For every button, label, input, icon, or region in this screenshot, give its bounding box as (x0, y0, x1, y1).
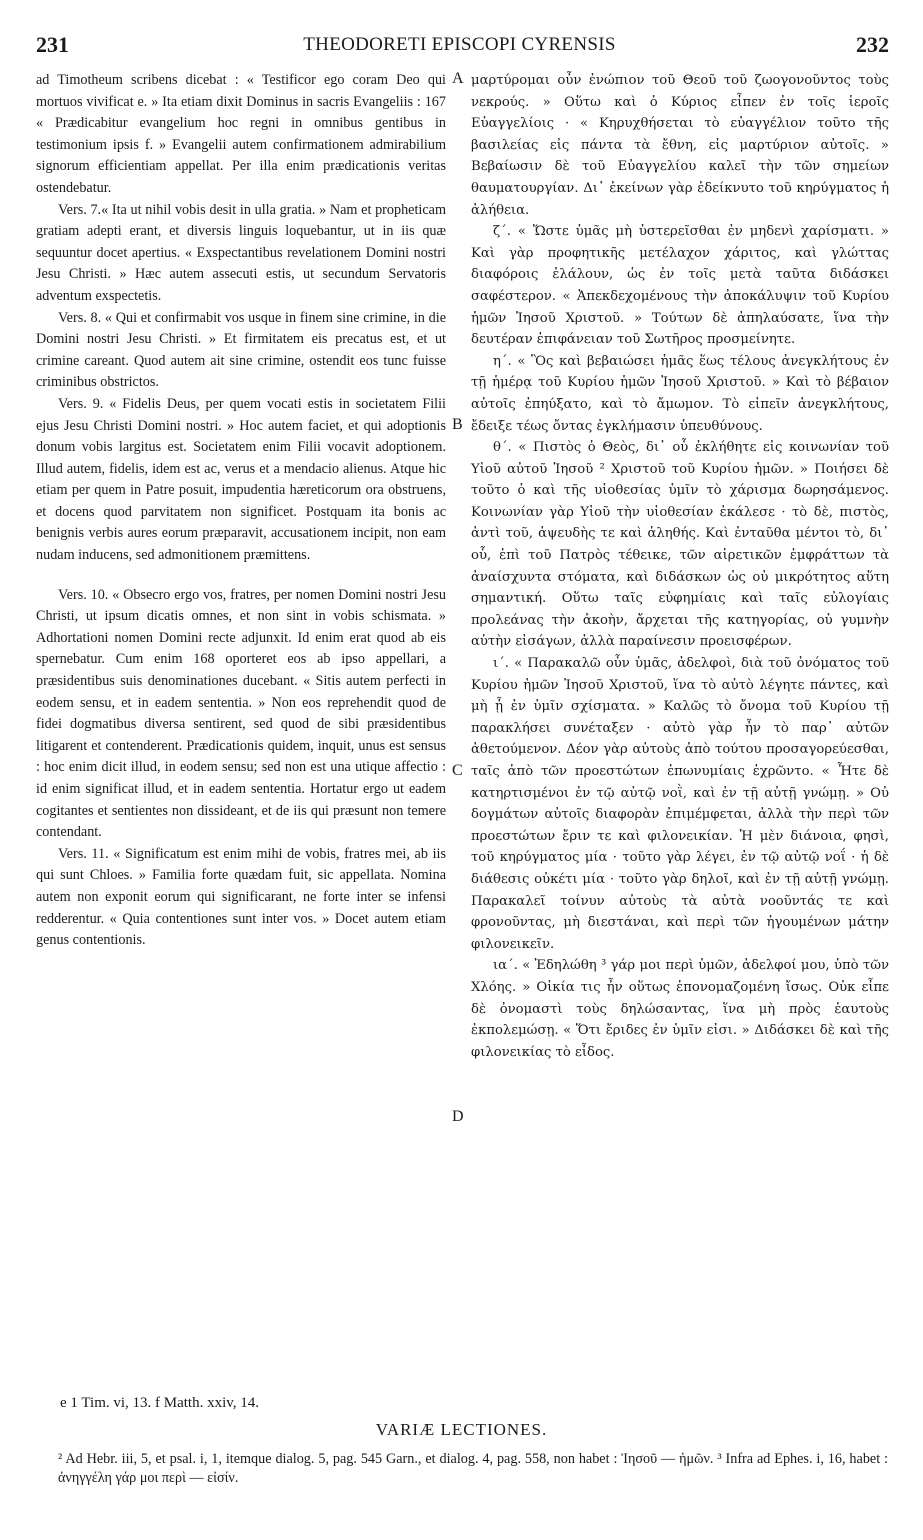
margin-letter-d: D (452, 1108, 464, 1125)
latin-paragraph: Vers. 10. « Obsecro ergo vos, fratres, per nomen Domini nostri Jesu Christi, ut ipsum dicatis omnes, et non sint in vobis schismata. » Adhortationi nomen Domini recte adjunxit. Id enim erat quod ab eis spernebatur. Cum enim 168 oporteret eos ab ipso appellari, a præsidentibus suis denominationes ducebant. « Sitis autem perfecti in eodem sensu, et in eadem sententia. » Non eos reprehendit quod de fidei dogmatibus diversa sentirent, sed quod de sibi præsidentibus litigarent et contenderent. Prædicationis quidem, inquit, unus est sensus : hoc enim dicit illud, in eodem sensu; sed non est una utique affectio : id enim significat illud, et in eadem sententia. Hortatur ergo ut eadem cogitantes et sentientes non dissideant, et de iis qui præsunt non temere contendant. (36, 586, 446, 841)
greek-paragraph: θ΄. « Πιστὸς ὁ Θεὸς, δι᾽ οὗ ἐκλήθητε εἰς κοινωνίαν τοῦ Υἱοῦ αὐτοῦ Ἰησοῦ ² Χριστοῦ τοῦ Κυρίου ἡμῶν. » Ποιήσει δὲ τοῦτο ὁ καὶ τῆς υἱοθεσίας ὑμῖν τὸ χάρισμα δωρησάμενος. Κοινωνίαν γὰρ Υἱοῦ τὴν υἱοθεσίαν ἐκάλεσε · τὸ δὲ, πιστὸς, ἀντὶ τοῦ, ἀψευδὴς τε καὶ ἀληθής. Καὶ ἐνταῦθα μέντοι τὸ, δι᾽ οὗ, ἐπὶ τοῦ Πατρὸς τέθεικε, τῶν αἱρετικῶν ἐμφράττων τὰ ἀναίσχυντα στόματα, καὶ διδάσκων ὡς οὐ μικρότητος αὕτη σημαντική. Οὕτω ταῖς εὐφημίαις καὶ ταῖς εὐλογίαις προλεάνας τὴν ἀκοὴν, ἄρχεται τῆς κατηγορίας, οὐ γυμνὴν αὐτὴν εἰσάγων, ἀλλὰ παραίνεσιν προεισφέρων. (471, 440, 889, 650)
latin-paragraph: Vers. 7.« Ita ut nihil vobis desit in ulla gratia. » Nam et propheticam gratiam adepti erant, et diversis linguis loquebantur, ut in iis quæ sequuntur docet apertius. « Exspectantibus revelationem Domini nostri Jesu Christi. » Hæc autem assecuti estis, ut secundum Servatoris adventum exspectetis. (36, 201, 446, 304)
footnote-references: e 1 Tim. vi, 13. f Matth. xxiv, 14. (60, 1395, 260, 1411)
paragraph-gap (36, 567, 446, 585)
greek-paragraph: μαρτύρομαι οὖν ἐνώπιον τοῦ Θεοῦ τοῦ ζωογονοῦντος τοὺς νεκρούς. » Οὕτω καὶ ὁ Κύριος εἶπεν ἐν τοῖς ἱεροῖς Εὐαγγελίοις · « Κηρυχθήσεται τὸ εὐαγγέλιον τοῦτο τῆς βασιλείας εἰς πάντα τὰ ἔθνη, εἰς μαρτύριον αὐτοῖς. » Βεβαίωσιν δὲ τοῦ Εὐαγγελίου καλεῖ τὴν τῶν σημείων θαυματουργίαν. Δι᾽ ἐκείνων γὰρ ἐδείκνυτο τοῦ κηρύγματος ἡ ἀλήθεια. (471, 73, 889, 218)
margin-letter-b: B (452, 416, 463, 433)
greek-paragraph: ζ΄. « Ὥστε ὑμᾶς μὴ ὑστερεῖσθαι ἐν μηδενὶ χαρίσματι. » Καὶ γὰρ προφητικῆς μετέλαχον χάριτος, καὶ γλώττας διαφόροις ἐλάλουν, ὡς ἐν τοῖς μετὰ ταῦτα διδάσκει σαφέστερον. « Ἀπεκδεχομένους τὴν ἀποκάλυψιν τοῦ Κυρίου ἡμῶν Ἰησοῦ Χριστοῦ. » Τούτων δὲ ἀπηλαύσατε, ἵνα τὴν δευτέραν ἐπιφάνειαν τοῦ Σωτῆρος προσμείνητε. (471, 224, 889, 348)
running-title: THEODORETI EPISCOPI CYRENSIS (303, 34, 616, 55)
greek-column (471, 70, 889, 1063)
latin-paragraph: Vers. 11. « Significatum est enim mihi de vobis, fratres mei, ab iis qui sunt Chloes. » Familia forte quædam fuit, sic appellata. Nomina autem non exponit eorum qui significarant, ne forte inter se infensi redderentur. « Quia contentiones sunt inter vos. » Docet autem etiam genus contentionis. (36, 845, 446, 949)
variae-lectiones-text: ² Ad Hebr. iii, 5, et psal. i, 1, itemque dialog. 5, pag. 545 Garn., et dialog. 4, pag. 558, non habet : Ἰησοῦ — ἡμῶν. ³ Infra ad Ephes. i, 16, habet : ἀνηγγέλη γάρ μοι περὶ — εἰσίν. (58, 1451, 888, 1486)
variae-lectiones-title: VARIÆ LECTIONES. (375, 1420, 548, 1439)
page-number-right: 232 (856, 32, 889, 57)
greek-paragraph: ι΄. « Παρακαλῶ οὖν ὑμᾶς, ἀδελφοὶ, διὰ τοῦ ὀνόματος τοῦ Κυρίου ἡμῶν Ἰησοῦ Χριστοῦ, ἵνα τὸ αὐτὸ λέγητε πάντες, καὶ μὴ ᾖ ἐν ὑμῖν σχίσματα. » Καλῶς τὸ ὄνομα τοῦ Κυρίου τῇ παρακλήσει συνέταξεν · αὐτὸ γὰρ ἦν τὸ παρ᾽ αὐτῶν ἀθετούμενον. Δέον γὰρ αὐτοὺς ἀπὸ τούτου προσαγορεύεσθαι, ταῖς ἀπὸ τῶν προεστώτων ἐπωνυμίαις ἐχρῶντο. « Ἦτε δὲ κατηρτισμένοι ἐν τῷ αὐτῷ νοῒ, καὶ ἐν τῇ αὐτῇ γνώμῃ. » Οὐ δογμάτων αὐτοῖς διαφορὰν ἐπιμέμφεται, ἀλλὰ τὴν περὶ τῶν προεστώτων ἔριν τε καὶ φιλονεικίαν. Ἡ μὲν διάνοια, φησὶ, τοῦ κηρύγματος μία · τοῦτο γὰρ λέγει, ἐν τῷ αὐτῷ νοΐ · ἡ δὲ διάθεσις οὐκέτι μία · τοῦτο γὰρ δηλοῖ, καὶ ἐν τῇ αὐτῇ γνώμῃ. Παρακαλεῖ τοίνυν αὐτοὺς τὰ αὐτὰ νοοῦντάς τε καὶ φρονοῦντας, μὴ διεστάναι, καὶ περὶ τῶν ἡγουμένων μάτην φιλονεικεῖν. (471, 656, 889, 952)
latin-paragraph: ad Timotheum scribens dicebat : « Testificor ego coram Deo qui mortuos vivificat e. » Ita etiam dixit Dominus in sacris Evangeliis : 167 « Prædicabitur evangelium hoc regni in omnibus gentibus in testimonium ipsis f. » Evangelii autem confirmationem admirabilium signorum efficientiam appellat. Per illa enim prædicationis veritas ostendebatur. (36, 72, 446, 196)
latin-paragraph: Vers. 8. « Qui et confirmabit vos usque in finem sine crimine, in die Domini nostri Jesu Christi. » Et firmitatem eis precatus est, et ut crimine careant. Quod autem ait sine crimine, ostendit eos tunc fuisse criminibus obstrictos. (36, 309, 446, 391)
page-number-left: 231 (36, 32, 69, 57)
margin-letter-a: A (452, 70, 464, 87)
greek-paragraph: ια΄. « Ἐδηλώθη ³ γάρ μοι περὶ ὑμῶν, ἀδελφοί μου, ὑπὸ τῶν Χλόης. » Οἰκία τις ἦν οὕτως ἐπονομαζομένη ἴσως. Οὐκ εἶπε δὲ ὀνομαστὶ τοὺς δηλώσαντας, ἵνα μὴ πρὸς ἑαυτοὺς ἐκπολεμώσῃ. « Ὅτι ἔριδες ἐν ὑμῖν εἰσι. » Διδάσκει δὲ καὶ τῆς φιλονεικίας τὸ εἶδος. (471, 958, 889, 1060)
latin-column (36, 70, 446, 952)
latin-paragraph: Vers. 9. « Fidelis Deus, per quem vocati estis in societatem Filii ejus Jesu Christi Domini nostri. » Hoc autem faciet, et qui adoptionis donum vobis largitus est. Societatem enim Filii vocavit adoptionem. Illud autem, fidelis, idem est ac, verus et a mendacio alienus. Atque hic etiam per quem in Patre posuit, impudentia hæreticorum ora obstruens, et docens quod parvitatem non significet. Postquam ita bonis ac benignis verbis aures eorum præparavit, accusationem incipit, non eam nudam inducens, sed admonitionem præmittens. (36, 395, 446, 564)
page-header (30, 32, 889, 62)
greek-paragraph: η΄. « Ὃς καὶ βεβαιώσει ἡμᾶς ἕως τέλους ἀνεγκλήτους ἐν τῇ ἡμέρᾳ τοῦ Κυρίου ἡμῶν Ἰησοῦ Χριστοῦ. » Καὶ τὸ βέβαιον αὐτοῖς ἐπηύξατο, καὶ τὸ ἄμωμον. Τὸ εἰπεῖν ἀνεγκλήτους, ἔδειξε τέως ὄντας ἐγκλήμασιν ὑπευθύνους. (471, 353, 889, 434)
margin-letter-c: C (452, 762, 463, 779)
